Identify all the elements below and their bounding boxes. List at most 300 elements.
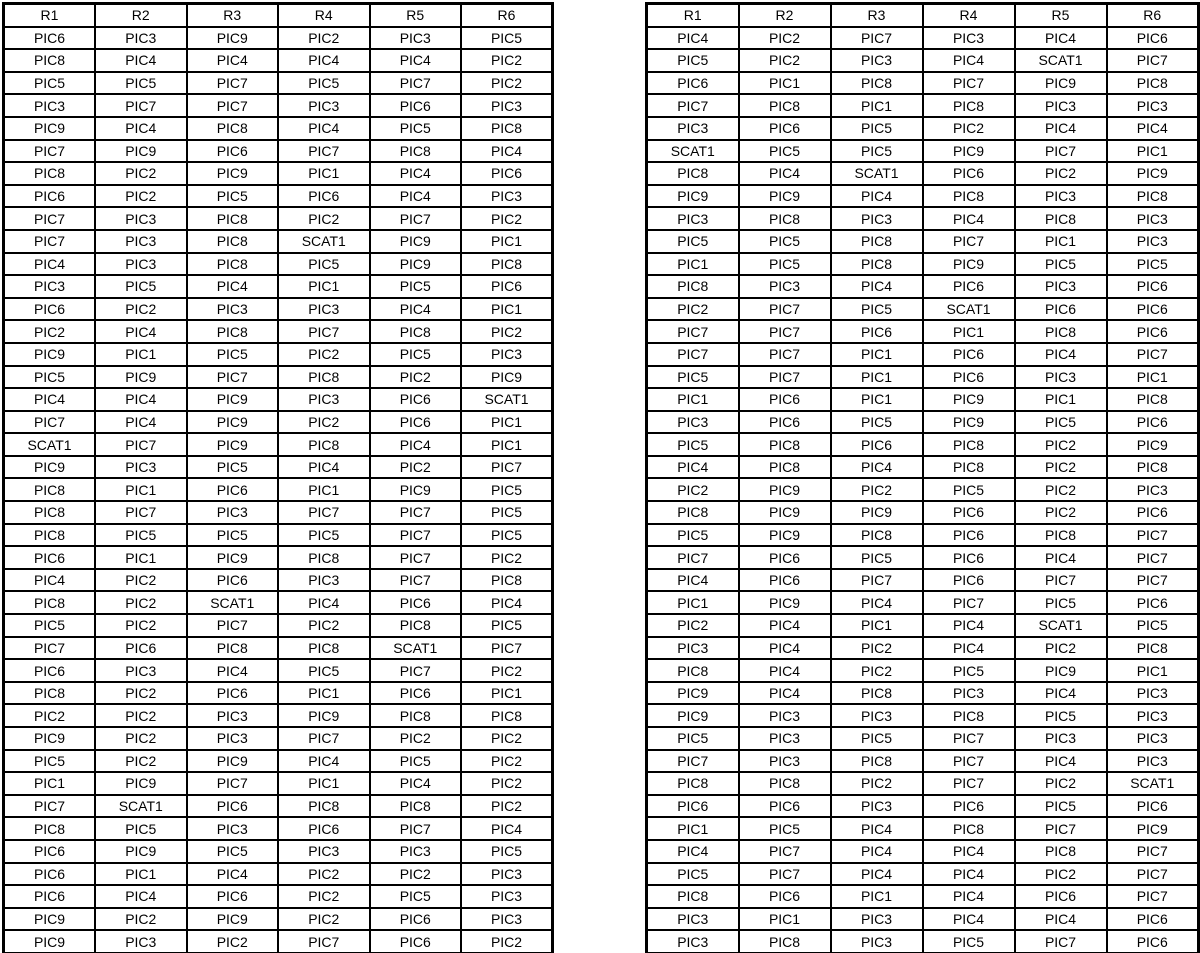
table-row — [4, 478, 553, 501]
table-cell: PIC8 — [647, 885, 739, 908]
table-cell: PIC6 — [739, 411, 831, 434]
table-cell: PIC5 — [461, 27, 553, 50]
table-row — [647, 433, 1199, 456]
table-cell: PIC2 — [1015, 637, 1107, 660]
table-cell: PIC6 — [4, 863, 96, 886]
table-cell: PIC6 — [1107, 411, 1199, 434]
table-cell: PIC8 — [370, 614, 462, 637]
table-cell: PIC4 — [739, 614, 831, 637]
table-row — [647, 253, 1199, 276]
table-cell: PIC3 — [278, 388, 370, 411]
table-cell: PIC1 — [831, 94, 923, 117]
table-cell: PIC4 — [187, 659, 279, 682]
table-cell: PIC6 — [739, 569, 831, 592]
table-cell: PIC7 — [4, 230, 96, 253]
table-row — [647, 750, 1199, 773]
table-cell: PIC7 — [1107, 343, 1199, 366]
table-cell: PIC2 — [95, 908, 187, 931]
table-cell: PIC8 — [187, 117, 279, 140]
table-cell: PIC4 — [739, 637, 831, 660]
table-cell: PIC3 — [647, 637, 739, 660]
table-cell: PIC7 — [461, 456, 553, 479]
column-header: R4 — [923, 4, 1015, 27]
table-cell: PIC7 — [739, 298, 831, 321]
table-row — [4, 253, 553, 276]
table-cell: PIC4 — [647, 569, 739, 592]
table-cell: PIC9 — [370, 478, 462, 501]
table-row — [647, 366, 1199, 389]
table-cell: PIC5 — [461, 478, 553, 501]
table-cell: PIC9 — [739, 591, 831, 614]
table-row — [4, 27, 553, 50]
table-cell: PIC7 — [647, 320, 739, 343]
table-cell: PIC8 — [923, 433, 1015, 456]
table-cell: PIC8 — [1015, 840, 1107, 863]
table-row — [647, 863, 1199, 886]
table-cell: PIC8 — [1015, 207, 1107, 230]
table-cell: PIC2 — [95, 298, 187, 321]
table-cell: PIC9 — [370, 253, 462, 276]
table-cell: PIC5 — [187, 524, 279, 547]
table-cell: PIC6 — [1107, 908, 1199, 931]
table-cell: PIC2 — [461, 772, 553, 795]
table-row — [647, 72, 1199, 95]
table-cell: PIC2 — [95, 185, 187, 208]
table-cell: PIC6 — [923, 343, 1015, 366]
table-cell: PIC4 — [370, 433, 462, 456]
table-cell: PIC8 — [923, 185, 1015, 208]
table-cell: PIC3 — [187, 298, 279, 321]
table-cell: PIC1 — [831, 366, 923, 389]
table-cell: PIC3 — [95, 930, 187, 953]
table-cell: PIC8 — [739, 207, 831, 230]
table-cell: PIC2 — [278, 411, 370, 434]
table-cell: PIC6 — [923, 366, 1015, 389]
table-cell: PIC5 — [831, 117, 923, 140]
table-cell: PIC4 — [923, 908, 1015, 931]
table-cell: PIC6 — [4, 840, 96, 863]
table-cell: PIC6 — [95, 637, 187, 660]
table-cell: SCAT1 — [370, 637, 462, 660]
table-cell: PIC1 — [1015, 230, 1107, 253]
table-cell: PIC6 — [1107, 795, 1199, 818]
table-cell: PIC7 — [647, 94, 739, 117]
column-header: R5 — [1015, 4, 1107, 27]
table-cell: PIC4 — [95, 117, 187, 140]
table-cell: PIC6 — [1107, 320, 1199, 343]
table-cell: PIC8 — [370, 320, 462, 343]
table-cell: PIC1 — [461, 433, 553, 456]
header-row — [647, 4, 1199, 27]
table-cell: PIC7 — [4, 795, 96, 818]
table-cell: PIC3 — [923, 27, 1015, 50]
table-cell: PIC5 — [1015, 591, 1107, 614]
table-cell: PIC7 — [461, 637, 553, 660]
table-row — [4, 207, 553, 230]
table-cell: PIC5 — [923, 659, 1015, 682]
table-cell: PIC2 — [278, 27, 370, 50]
table-cell: PIC5 — [278, 524, 370, 547]
table-row — [647, 343, 1199, 366]
table-cell: PIC3 — [647, 117, 739, 140]
table-cell: PIC9 — [95, 366, 187, 389]
table-cell: PIC1 — [1107, 140, 1199, 163]
table-cell: PIC4 — [278, 591, 370, 614]
table-cell: PIC7 — [1107, 49, 1199, 72]
table-cell: PIC2 — [278, 207, 370, 230]
table-row — [4, 659, 553, 682]
table-cell: PIC7 — [370, 817, 462, 840]
table-cell: PIC2 — [95, 614, 187, 637]
table-row — [647, 614, 1199, 637]
table-cell: PIC4 — [1015, 908, 1107, 931]
table-cell: PIC1 — [4, 772, 96, 795]
table-cell: PIC2 — [461, 750, 553, 773]
table-cell: PIC1 — [647, 388, 739, 411]
table-cell: PIC5 — [923, 930, 1015, 953]
table-cell: PIC8 — [4, 162, 96, 185]
table-cell: PIC5 — [831, 298, 923, 321]
table-row — [647, 207, 1199, 230]
table-cell: PIC6 — [4, 659, 96, 682]
column-header: R1 — [4, 4, 96, 27]
table-cell: PIC8 — [923, 94, 1015, 117]
table-cell: PIC5 — [187, 840, 279, 863]
table-cell: PIC3 — [370, 840, 462, 863]
table-row — [4, 433, 553, 456]
table-cell: PIC3 — [831, 704, 923, 727]
table-cell: PIC8 — [1107, 185, 1199, 208]
table-cell: PIC6 — [923, 501, 1015, 524]
table-cell: PIC3 — [187, 817, 279, 840]
table-cell: PIC8 — [187, 637, 279, 660]
table-cell: PIC6 — [739, 388, 831, 411]
table-cell: PIC4 — [831, 863, 923, 886]
table-row — [4, 704, 553, 727]
table-row — [647, 298, 1199, 321]
table-cell: PIC4 — [370, 185, 462, 208]
table-cell: PIC4 — [831, 185, 923, 208]
table-cell: PIC3 — [461, 885, 553, 908]
table-cell: PIC2 — [1015, 772, 1107, 795]
table-cell: PIC9 — [647, 682, 739, 705]
table-cell: PIC1 — [278, 478, 370, 501]
table-cell: PIC6 — [187, 885, 279, 908]
table-cell: PIC2 — [923, 117, 1015, 140]
table-cell: PIC4 — [739, 682, 831, 705]
table-cell: PIC4 — [461, 591, 553, 614]
table-cell: PIC4 — [831, 591, 923, 614]
table-cell: SCAT1 — [1015, 49, 1107, 72]
table-cell: PIC3 — [4, 275, 96, 298]
table-row — [647, 682, 1199, 705]
table-row — [647, 27, 1199, 50]
table-cell: PIC5 — [95, 72, 187, 95]
table-cell: SCAT1 — [1107, 772, 1199, 795]
table-cell: PIC4 — [923, 207, 1015, 230]
table-row — [4, 411, 553, 434]
table-cell: PIC2 — [831, 659, 923, 682]
table-cell: PIC2 — [95, 727, 187, 750]
table-cell: PIC7 — [278, 501, 370, 524]
table-cell: PIC1 — [831, 343, 923, 366]
table-row — [647, 388, 1199, 411]
table-row — [4, 162, 553, 185]
table-cell: PIC2 — [370, 456, 462, 479]
table-cell: PIC7 — [4, 207, 96, 230]
table-cell: PIC5 — [370, 343, 462, 366]
table-cell: PIC5 — [95, 275, 187, 298]
table-row — [647, 140, 1199, 163]
table-cell: PIC2 — [370, 863, 462, 886]
table-cell: PIC6 — [923, 275, 1015, 298]
table-row — [4, 230, 553, 253]
table-cell: PIC9 — [187, 433, 279, 456]
table-cell: PIC8 — [831, 253, 923, 276]
table-cell: PIC4 — [187, 863, 279, 886]
table-cell: PIC1 — [461, 298, 553, 321]
table-row — [647, 840, 1199, 863]
table-cell: PIC8 — [739, 433, 831, 456]
table-cell: PIC4 — [370, 162, 462, 185]
table-cell: PIC6 — [739, 117, 831, 140]
table-row — [647, 659, 1199, 682]
table-cell: PIC7 — [1107, 840, 1199, 863]
table-cell: PIC8 — [461, 253, 553, 276]
table-cell: PIC3 — [278, 94, 370, 117]
table-cell: PIC1 — [1107, 659, 1199, 682]
table-cell: PIC2 — [4, 704, 96, 727]
table-cell: PIC5 — [739, 140, 831, 163]
table-cell: PIC3 — [461, 343, 553, 366]
table-row — [4, 885, 553, 908]
table-cell: PIC3 — [739, 704, 831, 727]
table-cell: PIC4 — [647, 840, 739, 863]
table-cell: PIC8 — [1107, 456, 1199, 479]
table-cell: PIC8 — [4, 49, 96, 72]
table-row — [647, 411, 1199, 434]
table-row — [4, 682, 553, 705]
table-cell: PIC3 — [831, 930, 923, 953]
table-cell: PIC5 — [461, 524, 553, 547]
table-cell: PIC7 — [278, 930, 370, 953]
table-cell: PIC1 — [278, 772, 370, 795]
table-cell: PIC9 — [739, 524, 831, 547]
table-cell: PIC5 — [95, 817, 187, 840]
table-row — [647, 704, 1199, 727]
table-cell: PIC5 — [187, 343, 279, 366]
table-cell: PIC2 — [95, 591, 187, 614]
table-cell: PIC4 — [4, 253, 96, 276]
table-cell: PIC2 — [95, 162, 187, 185]
table-row — [647, 478, 1199, 501]
table-cell: PIC6 — [923, 162, 1015, 185]
table-cell: PIC5 — [370, 275, 462, 298]
table-cell: PIC7 — [1107, 524, 1199, 547]
table-cell: PIC7 — [923, 72, 1015, 95]
table-cell: PIC8 — [187, 230, 279, 253]
table-cell: PIC4 — [1015, 750, 1107, 773]
table-cell: PIC6 — [370, 94, 462, 117]
table-cell: PIC6 — [370, 930, 462, 953]
table-cell: PIC7 — [1107, 863, 1199, 886]
table-cell: PIC2 — [739, 27, 831, 50]
table-cell: PIC2 — [461, 659, 553, 682]
table-cell: PIC1 — [739, 908, 831, 931]
table-cell: PIC2 — [1015, 162, 1107, 185]
table-cell: PIC2 — [278, 343, 370, 366]
table-row — [647, 591, 1199, 614]
table-cell: PIC9 — [187, 388, 279, 411]
table-cell: PIC1 — [831, 614, 923, 637]
table-cell: PIC2 — [187, 930, 279, 953]
table-cell: PIC5 — [739, 253, 831, 276]
table-cell: PIC7 — [95, 501, 187, 524]
table-row — [4, 637, 553, 660]
table-cell: PIC4 — [278, 49, 370, 72]
table-cell: PIC7 — [370, 207, 462, 230]
table-cell: PIC7 — [739, 343, 831, 366]
table-cell: SCAT1 — [923, 298, 1015, 321]
table-cell: PIC3 — [187, 727, 279, 750]
table-cell: PIC6 — [1107, 298, 1199, 321]
table-cell: PIC2 — [461, 930, 553, 953]
table-cell: PIC4 — [831, 840, 923, 863]
table-cell: PIC2 — [461, 49, 553, 72]
table-cell: PIC2 — [95, 682, 187, 705]
assignment-table-right — [645, 2, 1200, 953]
table-cell: PIC5 — [647, 366, 739, 389]
table-cell: PIC8 — [278, 546, 370, 569]
table-cell: PIC3 — [739, 727, 831, 750]
table-cell: PIC8 — [187, 253, 279, 276]
table-cell: PIC3 — [1107, 704, 1199, 727]
table-cell: PIC7 — [739, 840, 831, 863]
table-cell: PIC2 — [647, 298, 739, 321]
table-cell: SCAT1 — [461, 388, 553, 411]
table-cell: PIC7 — [647, 750, 739, 773]
table-cell: PIC7 — [187, 614, 279, 637]
table-cell: PIC6 — [187, 569, 279, 592]
table-row — [647, 727, 1199, 750]
table-cell: PIC8 — [4, 478, 96, 501]
table-row — [4, 524, 553, 547]
table-cell: PIC5 — [1015, 253, 1107, 276]
table-cell: PIC5 — [739, 817, 831, 840]
table-cell: PIC7 — [187, 772, 279, 795]
table-cell: PIC5 — [1015, 704, 1107, 727]
table-cell: PIC8 — [647, 162, 739, 185]
table-cell: PIC7 — [739, 320, 831, 343]
column-header: R4 — [278, 4, 370, 27]
table-cell: PIC7 — [187, 366, 279, 389]
table-row — [4, 388, 553, 411]
table-row — [647, 275, 1199, 298]
table-cell: PIC9 — [1107, 162, 1199, 185]
table-cell: SCAT1 — [831, 162, 923, 185]
table-cell: PIC1 — [647, 591, 739, 614]
table-row — [4, 908, 553, 931]
table-cell: PIC2 — [461, 72, 553, 95]
table-cell: PIC5 — [187, 185, 279, 208]
table-cell: PIC8 — [923, 456, 1015, 479]
table-cell: PIC7 — [370, 72, 462, 95]
table-row — [4, 298, 553, 321]
table-cell: PIC1 — [1107, 366, 1199, 389]
table-cell: PIC8 — [647, 659, 739, 682]
table-row — [647, 185, 1199, 208]
table-cell: PIC6 — [370, 411, 462, 434]
table-row — [4, 140, 553, 163]
table-cell: PIC4 — [370, 772, 462, 795]
table-cell: PIC5 — [1015, 411, 1107, 434]
table-cell: PIC3 — [461, 908, 553, 931]
table-cell: PIC6 — [739, 795, 831, 818]
table-cell: PIC9 — [1107, 433, 1199, 456]
table-cell: PIC5 — [831, 140, 923, 163]
table-cell: PIC4 — [95, 388, 187, 411]
table-cell: PIC8 — [370, 140, 462, 163]
table-cell: PIC7 — [923, 727, 1015, 750]
table-cell: PIC3 — [1015, 727, 1107, 750]
table-cell: PIC5 — [4, 614, 96, 637]
table-cell: PIC7 — [923, 750, 1015, 773]
table-cell: PIC2 — [461, 795, 553, 818]
table-cell: PIC4 — [370, 298, 462, 321]
table-cell: PIC4 — [923, 614, 1015, 637]
table-cell: SCAT1 — [4, 433, 96, 456]
table-cell: PIC7 — [1015, 817, 1107, 840]
table-cell: PIC9 — [647, 185, 739, 208]
table-cell: PIC6 — [4, 27, 96, 50]
table-row — [4, 727, 553, 750]
table-cell: PIC5 — [4, 366, 96, 389]
table-cell: PIC4 — [739, 162, 831, 185]
table-cell: PIC4 — [923, 840, 1015, 863]
table-cell: PIC3 — [1107, 94, 1199, 117]
table-cell: PIC6 — [4, 546, 96, 569]
table-cell: PIC9 — [739, 185, 831, 208]
table-row — [4, 569, 553, 592]
table-cell: PIC4 — [923, 885, 1015, 908]
table-cell: PIC1 — [461, 682, 553, 705]
table-cell: PIC3 — [1107, 682, 1199, 705]
table-cell: PIC8 — [831, 72, 923, 95]
table-cell: PIC7 — [923, 772, 1015, 795]
column-header: R5 — [370, 4, 462, 27]
table-cell: PIC8 — [4, 591, 96, 614]
table-cell: PIC4 — [187, 49, 279, 72]
table-cell: PIC1 — [95, 478, 187, 501]
table-cell: PIC3 — [831, 49, 923, 72]
table-cell: PIC2 — [461, 207, 553, 230]
table-cell: PIC8 — [278, 637, 370, 660]
table-cell: PIC7 — [278, 140, 370, 163]
table-row — [647, 546, 1199, 569]
table-cell: PIC5 — [187, 456, 279, 479]
table-cell: PIC8 — [831, 682, 923, 705]
table-cell: PIC8 — [370, 704, 462, 727]
table-cell: PIC2 — [370, 727, 462, 750]
table-cell: PIC3 — [647, 930, 739, 953]
table-cell: PIC9 — [923, 253, 1015, 276]
table-cell: PIC1 — [95, 546, 187, 569]
table-cell: PIC5 — [278, 253, 370, 276]
table-cell: PIC2 — [1015, 478, 1107, 501]
table-cell: PIC7 — [1015, 140, 1107, 163]
table-cell: PIC5 — [831, 727, 923, 750]
table-cell: PIC7 — [95, 433, 187, 456]
